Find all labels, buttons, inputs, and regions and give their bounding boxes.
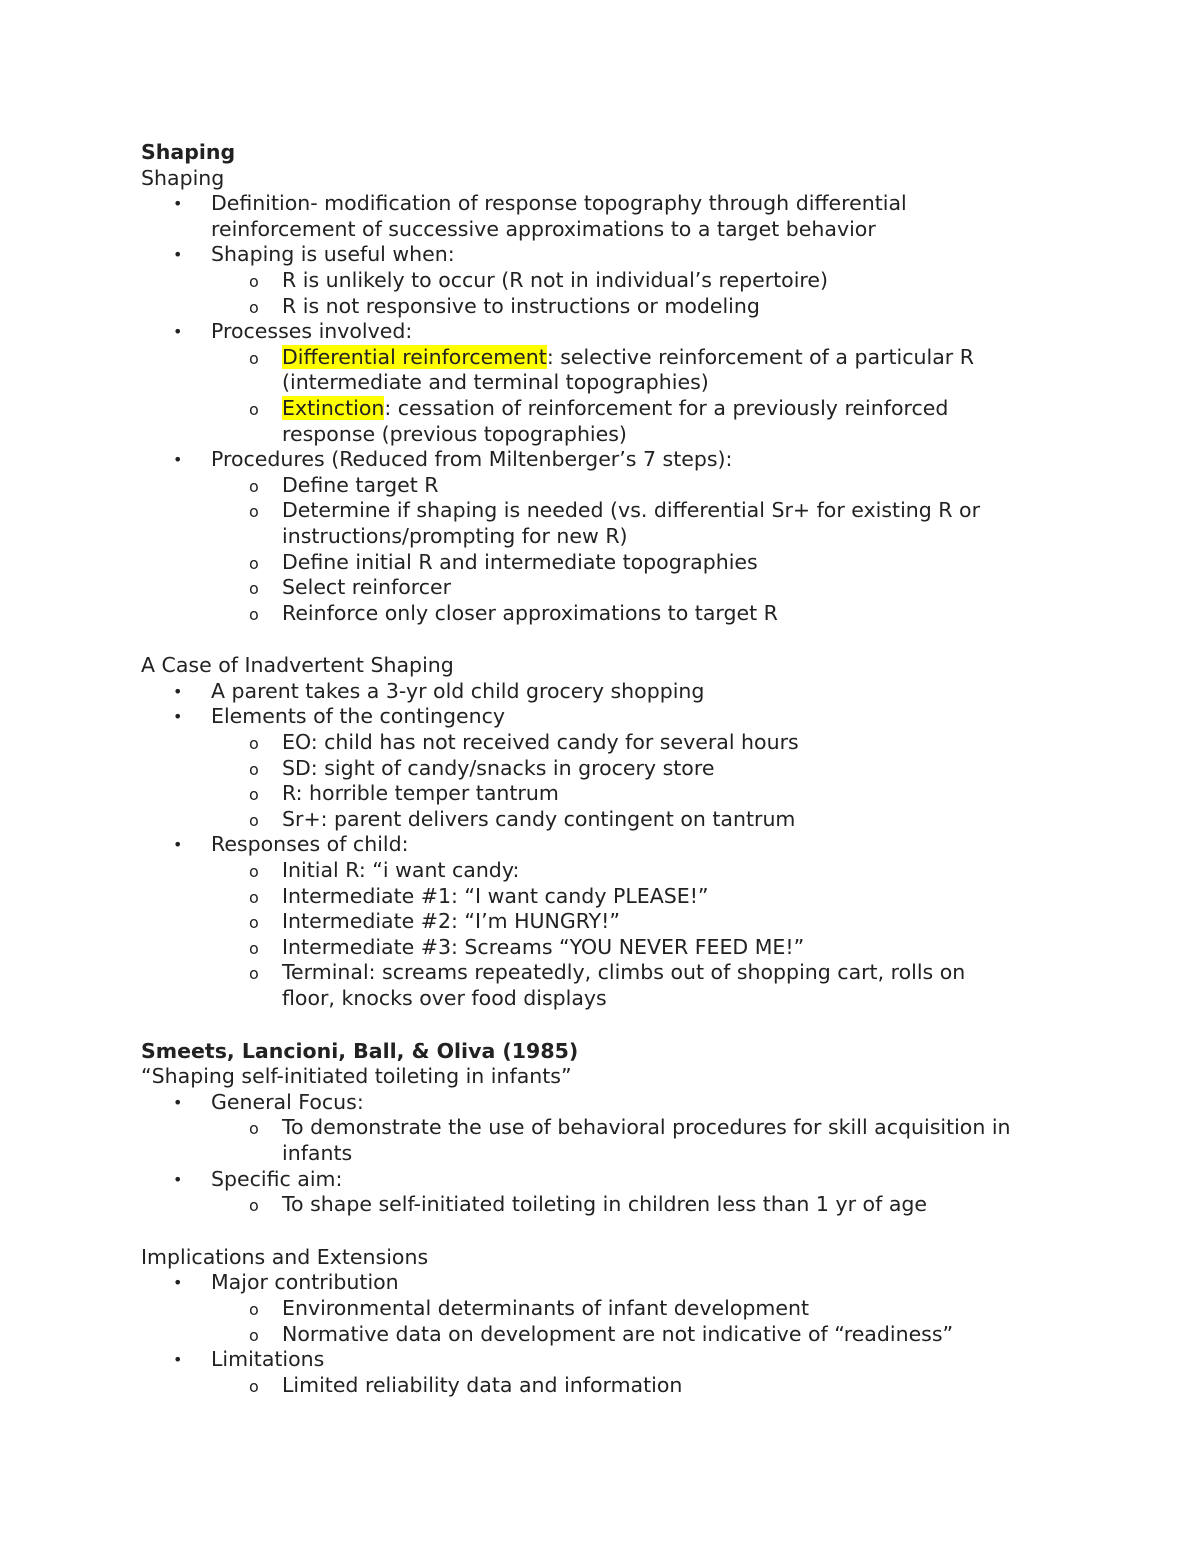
circle-bullet-icon: o (249, 913, 259, 933)
subheading-shaping: Shaping (141, 165, 225, 190)
list-item-continuation: reinforcement of successive approximations to a target behavior (211, 216, 876, 241)
sub-list-item: o Define initial R and intermediate topographies (141, 550, 1131, 576)
section-heading-implications: Implications and Extensions (141, 1244, 429, 1269)
sub-list-item: o R is unlikely to occur (R not in individual’s repertoire) (141, 268, 1131, 294)
circle-bullet-icon: o (249, 502, 259, 522)
sub-list-item-continuation: response (previous topographies) (282, 421, 627, 446)
list-item: • General Focus: (173, 1089, 364, 1114)
list-item: • Processes involved: (173, 319, 413, 344)
sub-list-item: o Intermediate #1: “I want candy PLEASE!” (141, 884, 1131, 910)
sub-list-item: o To shape self-initiated toileting in children less than 1 yr of age (141, 1192, 1131, 1218)
circle-bullet-icon: o (249, 553, 259, 573)
circle-bullet-icon: o (249, 964, 259, 984)
section-heading-smeets: Smeets, Lancioni, Ball, & Oliva (1985) (141, 1038, 579, 1063)
bullet-icon: • (173, 1092, 183, 1112)
circle-bullet-icon: o (249, 938, 259, 958)
list-item: • Shaping is useful when: (173, 242, 455, 267)
list-item: • Procedures (Reduced from Miltenberger’s 7 steps): (173, 447, 733, 472)
sub-list-item: o Environmental determinants of infant development (141, 1296, 1131, 1322)
list-item: • Elements of the contingency (173, 704, 506, 729)
circle-bullet-icon: o (249, 399, 259, 419)
section-heading-shaping: Shaping (141, 140, 236, 164)
circle-bullet-icon: o (249, 887, 259, 907)
list-item: • Limitations (173, 1347, 325, 1372)
article-title: “Shaping self-initiated toileting in infants” (141, 1064, 572, 1089)
highlighted-term: Differential reinforcement (282, 344, 547, 369)
sub-list-item: o Sr+: parent delivers candy contingent on tantrum (141, 807, 1131, 833)
bullet-icon: • (173, 245, 183, 265)
circle-bullet-icon: o (249, 1299, 259, 1319)
sub-list-item: o Normative data on development are not indicative of “readiness” (141, 1322, 1131, 1348)
circle-bullet-icon: o (249, 348, 259, 368)
list-item: • Responses of child: (173, 832, 409, 857)
sub-list-item-continuation: instructions/prompting for new R) (282, 523, 628, 548)
list-item: • Definition- modification of response topography through differential (173, 191, 907, 216)
sub-list-item: o Differential reinforcement: selective reinforcement of a particular R (141, 345, 1131, 371)
circle-bullet-icon: o (249, 1325, 259, 1345)
bullet-icon: • (173, 1169, 183, 1189)
bullet-icon: • (173, 835, 183, 855)
bullet-icon: • (173, 322, 183, 342)
spacer (141, 626, 1131, 653)
spacer (141, 1012, 1131, 1039)
bullet-icon: • (173, 1350, 183, 1370)
sub-list-item: o Extinction: cessation of reinforcement for a previously reinforced (141, 396, 1131, 422)
sub-list-item: o Define target R (141, 473, 1131, 499)
sub-list-item-continuation: (intermediate and terminal topographies) (282, 370, 709, 395)
sub-list-item: o Initial R: “i want candy: (141, 858, 1131, 884)
bullet-icon: • (173, 1273, 183, 1293)
sub-list-item-continuation: floor, knocks over food displays (282, 986, 607, 1010)
sub-list-item: o Intermediate #3: Screams “YOU NEVER FEED ME!” (141, 935, 1131, 961)
sub-list-item: o EO: child has not received candy for several hours (141, 730, 1131, 756)
circle-bullet-icon: o (249, 1196, 259, 1216)
sub-list-item: o Limited reliability data and information (141, 1373, 1131, 1399)
list-item: • Major contribution (173, 1270, 399, 1295)
circle-bullet-icon: o (249, 271, 259, 291)
circle-bullet-icon: o (249, 476, 259, 496)
sub-list-item-continuation: infants (282, 1140, 353, 1165)
sub-list-item: o R is not responsive to instructions or modeling (141, 294, 1131, 320)
list-item: • Specific aim: (173, 1166, 343, 1191)
circle-bullet-icon: o (249, 297, 259, 317)
sub-list-item: o SD: sight of candy/snacks in grocery store (141, 756, 1131, 782)
bullet-icon: • (173, 194, 183, 214)
sub-list-item: o Reinforce only closer approximations to target R (141, 601, 1131, 627)
sub-list-item: o R: horrible temper tantrum (141, 781, 1131, 807)
circle-bullet-icon: o (249, 785, 259, 805)
circle-bullet-icon: o (249, 1119, 259, 1139)
bullet-icon: • (173, 707, 183, 727)
circle-bullet-icon: o (249, 862, 259, 882)
circle-bullet-icon: o (249, 1376, 259, 1396)
circle-bullet-icon: o (249, 810, 259, 830)
document-page (141, 140, 1131, 1398)
sub-list-item: o Intermediate #2: “I’m HUNGRY!” (141, 909, 1131, 935)
circle-bullet-icon: o (249, 604, 259, 624)
circle-bullet-icon: o (249, 734, 259, 754)
circle-bullet-icon: o (249, 579, 259, 599)
sub-list-item: o To demonstrate the use of behavioral procedures for skill acquisition in (141, 1115, 1131, 1141)
sub-list-item: o Terminal: screams repeatedly, climbs out of shopping cart, rolls on (141, 960, 1131, 986)
circle-bullet-icon: o (249, 759, 259, 779)
bullet-icon: • (173, 450, 183, 470)
sub-list-item: o Determine if shaping is needed (vs. differential Sr+ for existing R or (141, 498, 1131, 524)
section-heading-inadvertent-shaping: A Case of Inadvertent Shaping (141, 653, 454, 678)
bullet-icon: • (173, 681, 183, 701)
list-item: • A parent takes a 3-yr old child grocery shopping (173, 678, 705, 703)
highlighted-term: Extinction (282, 395, 385, 420)
sub-list-item: o Select reinforcer (141, 575, 1131, 601)
spacer (141, 1218, 1131, 1245)
